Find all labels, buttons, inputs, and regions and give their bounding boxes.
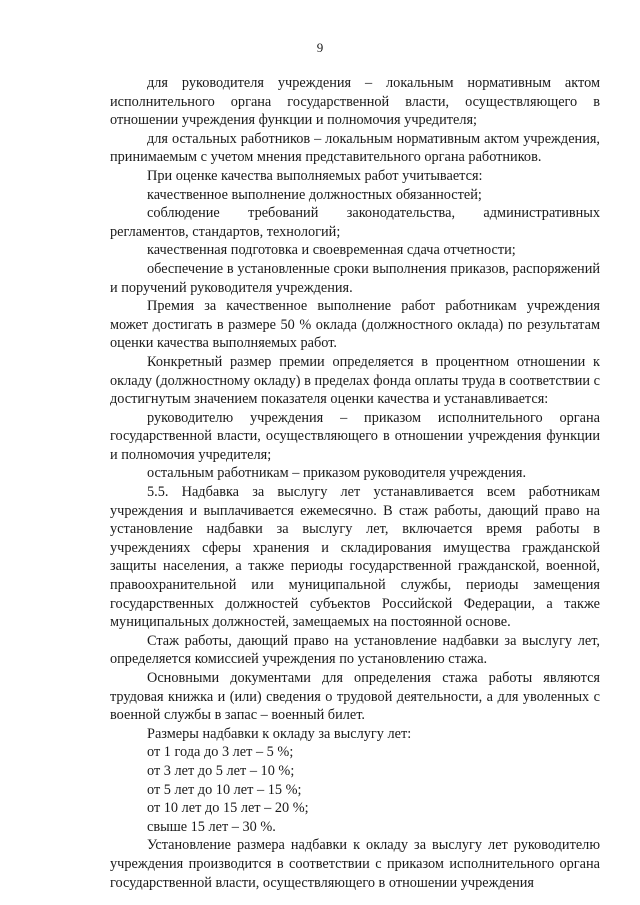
paragraph: Стаж работы, дающий право на установление надбавки за выслугу лет, определяется комиссией учреждения по установлению стажа. bbox=[110, 632, 600, 668]
document-body bbox=[110, 74, 600, 892]
paragraph: Размеры надбавки к окладу за выслугу лет: bbox=[147, 725, 412, 742]
paragraph: руководителю учреждения – приказом исполнительного органа государственной власти, осуществляющего в отношении учреждения функции и полномочия учредителя; bbox=[110, 409, 600, 463]
paragraph: качественное выполнение должностных обязанностей; bbox=[147, 186, 482, 203]
paragraph: соблюдение требований законодательства, административных регламентов, стандартов, технологий; bbox=[110, 205, 600, 240]
paragraph: Премия за качественное выполнение работ работникам учреждения может достигать в размере 50 % оклада (должностного оклада) по результатам оценки качества выполняемых работ. bbox=[110, 298, 600, 352]
list-item: от 1 года до 3 лет – 5 %; bbox=[147, 744, 294, 761]
list-item: свыше 15 лет – 30 %. bbox=[147, 818, 276, 835]
page-number: 9 bbox=[316, 40, 324, 55]
list-item: от 3 лет до 5 лет – 10 %; bbox=[147, 762, 295, 779]
paragraph: для руководителя учреждения – локальным нормативным актом исполнительного органа государственной власти, осуществляющего в отношении учреждения функции и полномочия учредителя; bbox=[110, 75, 600, 129]
list-item: от 5 лет до 10 лет – 15 %; bbox=[147, 781, 302, 798]
paragraph: 5.5. Надбавка за выслугу лет устанавливается всем работникам учреждения и выплачивается ежемесячно. В стаж работы, дающий право на установление надбавки за выслугу лет, включается время работы в учреждениях сферы хранения и складирования имущества гражданской защиты населения, а также периоды государственной гражданской, военной, правоохранительной или муниципальной службы, периоды замещения государственных должностей субъектов Российской Федерации, а также муниципальных должностей, замещаемых на постоянной основе. bbox=[110, 484, 600, 631]
paragraph: качественная подготовка и своевременная сдача отчетности; bbox=[147, 242, 516, 259]
paragraph: для остальных работников – локальным нормативным актом учреждения, принимаемым с учетом мнения представительного органа работников. bbox=[110, 130, 600, 166]
paragraph: Основными документами для определения стажа работы являются трудовая книжка и (или) сведения о трудовой деятельности, а для уволенных с военной службы в запас – военный билет. bbox=[110, 670, 600, 724]
list-item: от 10 лет до 15 лет – 20 %; bbox=[147, 800, 309, 817]
paragraph: Конкретный размер премии определяется в процентном отношении к окладу (должностному окладу) в пределах фонда оплаты труда в соответствии с достигнутым значением показателя оценки качества и устанавливается: bbox=[110, 353, 600, 408]
paragraph: При оценке качества выполняемых работ учитывается: bbox=[147, 167, 483, 184]
paragraph: остальным работникам – приказом руководителя учреждения. bbox=[147, 465, 527, 482]
paragraph: Установление размера надбавки к окладу за выслугу лет руководителю учреждения производится в соответствии с приказом исполнительного органа государственной власти, осуществляющего в отношении учреждения bbox=[110, 837, 600, 891]
paragraph: обеспечение в установленные сроки выполнения приказов, распоряжений и поручений руководителя учреждения. bbox=[110, 260, 600, 296]
